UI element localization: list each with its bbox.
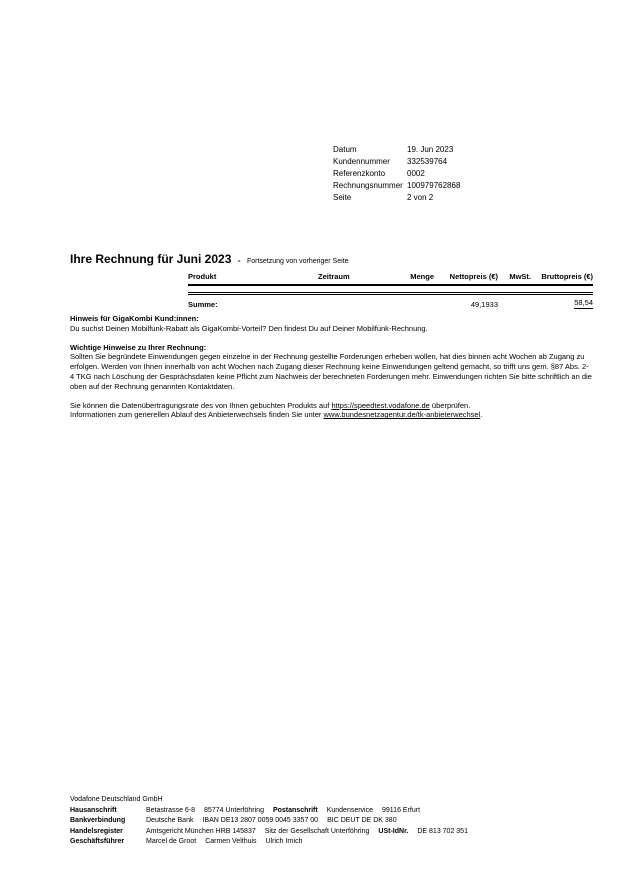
column-header-nettopreis: Nettopreis (€) <box>449 272 498 281</box>
invoice-notes <box>70 314 592 420</box>
column-header-mwst: MwSt. <box>509 272 531 281</box>
column-header-bruttopreis: Bruttopreis (€) <box>541 272 593 281</box>
spacer <box>70 392 592 401</box>
footer-city: 85774 Unterföhring <box>204 806 264 814</box>
footer-label-ustidnr: USt-IdNr. <box>378 827 409 835</box>
gigakombi-note-title: Hinweis für GigaKombi Kund:innen: <box>70 314 199 323</box>
meta-value-kundennummer: 332539764 <box>407 157 448 166</box>
footer-manager-2: Carmen Velthuis <box>205 838 257 845</box>
table-summary-row <box>188 292 593 309</box>
meta-row-referenzkonto <box>333 168 460 180</box>
spacer <box>70 334 592 343</box>
speedtest-note-line <box>70 401 592 411</box>
speedtest-link[interactable]: https://speedtest.vodafone.de <box>331 400 430 410</box>
footer-kundenservice: Kundenservice <box>326 806 374 814</box>
meta-value-seite: 2 von 2 <box>407 193 434 202</box>
footer-iban: IBAN DE13 2807 0059 0045 3357 00 <box>202 817 319 824</box>
footer-post-city: 99116 Erfurt <box>382 806 421 814</box>
footer-street: Betastrasse 6-8 <box>146 806 196 814</box>
page-title-separator: - <box>237 256 241 265</box>
footer-row-handelsregister <box>70 827 477 838</box>
footer-company-seat: Sitz der Gesellschaft Unterföhring <box>264 827 370 835</box>
footer-registry-court: Amtsgericht München HRB 145837 <box>146 827 256 835</box>
meta-label-seite: Seite <box>333 193 352 202</box>
meta-row-kundennummer <box>333 156 460 168</box>
invoice-meta-block <box>333 144 460 204</box>
speedtest-note-pre: Sie können die Datenübertragungsrate des von Ihnen gebuchten Produkts auf <box>70 400 332 410</box>
important-notes-title: Wichtige Hinweise zu Ihrer Rechnung: <box>70 342 207 352</box>
column-header-zeitraum: Zeitraum <box>318 272 350 281</box>
summary-label: Summe: <box>188 300 218 309</box>
footer-bic: BIC DEUT DE DK 380 <box>327 817 397 824</box>
footer-bank-name: Deutsche Bank <box>146 817 194 824</box>
footer-manager-1: Marcel de Groot <box>146 838 197 845</box>
invoice-table <box>188 272 593 309</box>
table-header-row <box>188 272 593 286</box>
meta-label-rechnungsnummer: Rechnungsnummer <box>333 181 403 190</box>
meta-label-datum: Datum <box>333 145 357 154</box>
footer-label-handelsregister: Handelsregister <box>70 827 123 835</box>
summary-nettopreis-value: 49,1933 <box>470 300 498 309</box>
column-header-produkt: Produkt <box>188 272 217 281</box>
anbieterwechsel-note-pre: Informationen zum generellen Ablauf des Anbieterwechsels finden Sie unter <box>70 410 324 420</box>
anbieterwechsel-link[interactable]: www.bundesnetzagentur.de/tk-anbieterwechsel <box>323 410 481 420</box>
page-title-subtitle: Fortsetzung von vorheriger Seite <box>246 258 349 265</box>
footer-row-hausanschrift <box>70 806 477 817</box>
company-name: Vodafone Deutschland GmbH <box>70 796 163 803</box>
column-header-menge: Menge <box>410 272 434 281</box>
meta-value-referenzkonto: 0002 <box>407 169 425 178</box>
footer-label-postanschrift: Postanschrift <box>272 806 318 814</box>
footer-ustidnr-value: DE 813 702 351 <box>417 827 468 835</box>
anbieterwechsel-note-line <box>70 410 592 420</box>
meta-label-kundennummer: Kundennummer <box>333 157 390 166</box>
footer-label-hausanschrift: Hausanschrift <box>70 806 117 814</box>
gigakombi-note-text: Du suchst Deinen Mobilfunk-Rabatt als GigaKombi-Vorteil? Den findest Du auf Deiner Mobilfunk-Rechnung. <box>70 323 428 333</box>
meta-value-datum: 19. Jun 2023 <box>407 145 454 154</box>
page-title <box>70 250 349 268</box>
footer-manager-3: Ulrich Irnich <box>265 838 303 845</box>
meta-label-referenzkonto: Referenzkonto <box>333 169 386 178</box>
footer-row-geschaeftsfuehrer <box>70 837 477 848</box>
summary-bruttopreis-cell <box>531 298 593 309</box>
meta-row-datum <box>333 144 460 156</box>
footer-row-bankverbindung <box>70 816 477 827</box>
page-title-main: Ihre Rechnung für Juni 2023 <box>70 252 232 266</box>
summary-bruttopreis-value: 58,54 <box>574 298 593 307</box>
anbieterwechsel-note-post: . <box>480 410 483 420</box>
speedtest-note-post: überprüfen. <box>429 400 471 410</box>
footer-label-bankverbindung: Bankverbindung <box>70 817 126 824</box>
footer-label-geschaeftsfuehrer: Geschäftsführer <box>70 838 125 845</box>
meta-value-rechnungsnummer: 100979762868 <box>407 181 461 190</box>
meta-row-seite <box>333 192 460 204</box>
company-footer <box>70 795 477 848</box>
important-notes-text: Sollten Sie begründete Einwendungen gegen einzelne in der Rechnung gestellte Forderungen erheben wollen, hat dies binnen acht Wochen ab Zugang zu erfolgen. Werden von Ihnen innerhalb von acht Wochen nach Zugang dieser Rechnung keine Einwendungen geltend gemacht, so trifft uns gem. §87 Abs. 2-4 TKG nach Löschung der Gesprächsdaten keine Pflicht zum Nachweis der berechneten Forderungen mehr. Einwendungen richten Sie bitte schriftlich an die oben auf der Rechnung genannten Kontaktdaten. <box>70 352 592 391</box>
meta-row-rechnungsnummer <box>333 180 460 192</box>
